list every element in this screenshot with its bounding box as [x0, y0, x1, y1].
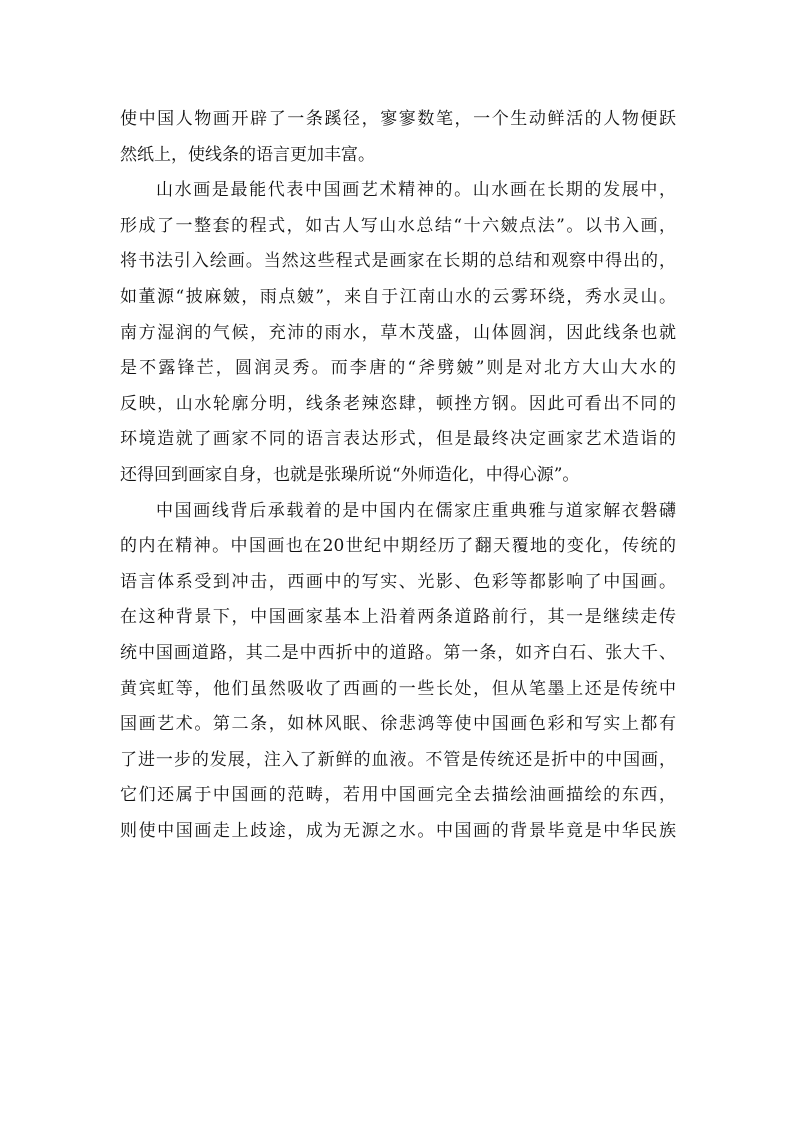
text-line: 它们还属于中国画的范畴，若用中国画完全去描绘油画描绘的东西，	[120, 785, 676, 806]
text-line: 将书法引入绘画。当然这些程式是画家在长期的总结和观察中得出的，	[120, 251, 676, 272]
text-line: 国画艺术。第二条，如林风眠、徐悲鸿等使中国画色彩和写实上都有	[120, 714, 676, 735]
text-line: 语言体系受到冲击，西画中的写实、光影、色彩等都影响了中国画。	[120, 571, 676, 592]
text-line: 山水画是最能代表中国画艺术精神的。山水画在长期的发展中，	[156, 180, 676, 201]
text-line: 如董源“披麻皴，雨点皴”，来自于江南山水的云雾环绕，秀水灵山。	[120, 286, 676, 307]
text-line: 在这种背景下，中国画家基本上沿着两条道路前行，其一是继续走传	[120, 607, 676, 628]
text-line: 使中国人物画开辟了一条蹊径，寥寥数笔，一个生动鲜活的人物便跃	[120, 109, 676, 129]
text-line: 然纸上，使线条的语言更加丰富。	[120, 144, 375, 165]
text-line: 的内在精神。中国画也在20世纪中期经历了翻天覆地的变化，传统的	[120, 536, 676, 557]
paragraph-p1	[120, 102, 676, 173]
text-line: 则使中国画走上歧途，成为无源之水。中国画的背景毕竟是中华民族	[120, 820, 676, 841]
text-line: 中国画线背后承载着的是中国内在儒家庄重典雅与道家解衣磐礴	[156, 500, 676, 521]
document-body-text	[120, 102, 676, 849]
text-line: 是不露锋芒，圆润灵秀。而李唐的“斧劈皴”则是对北方大山大水的	[120, 358, 676, 379]
text-line: 环境造就了画家不同的语言表达形式，但是最终决定画家艺术造诣的	[120, 429, 676, 450]
paragraph-p3	[120, 494, 676, 850]
text-line: 形成了一整套的程式，如古人写山水总结“十六皴点法”。以书入画，	[120, 215, 676, 236]
text-line: 了进一步的发展，注入了新鲜的血液。不管是传统还是折中的中国画，	[120, 749, 676, 770]
text-line: 南方湿润的气候，充沛的雨水，草木茂盛，山体圆润，因此线条也就	[120, 322, 676, 343]
paragraph-p2	[120, 173, 676, 493]
text-line: 黄宾虹等，他们虽然吸收了西画的一些长处，但从笔墨上还是传统中	[120, 678, 676, 699]
text-line: 反映，山水轮廓分明，线条老辣恣肆，顿挫方钢。因此可看出不同的	[120, 393, 676, 414]
text-line: 统中国画道路，其二是中西折中的道路。第一条，如齐白石、张大千、	[120, 642, 676, 663]
text-line: 还得回到画家自身，也就是张璪所说“外师造化，中得心源”。	[120, 464, 580, 485]
